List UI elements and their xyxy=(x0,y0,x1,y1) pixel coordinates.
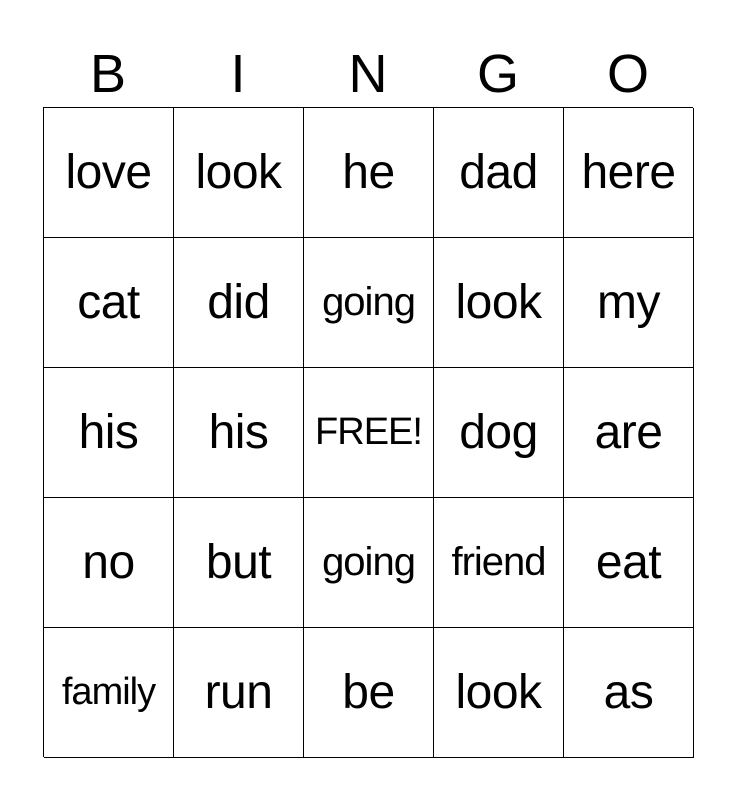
free-space-cell[interactable]: FREE! xyxy=(304,368,434,498)
bingo-cell[interactable]: run xyxy=(174,628,304,758)
header-letter-g: G xyxy=(476,44,519,104)
bingo-cell[interactable]: dad xyxy=(434,108,564,238)
bingo-cell[interactable]: love xyxy=(44,108,174,238)
bingo-cell[interactable]: he xyxy=(304,108,434,238)
bingo-cell[interactable]: his xyxy=(44,368,174,498)
bingo-cell[interactable]: look xyxy=(434,238,564,368)
bingo-cell[interactable]: cat xyxy=(44,238,174,368)
bingo-cell[interactable]: be xyxy=(304,628,434,758)
bingo-cell[interactable]: friend xyxy=(434,498,564,628)
header-letter-b: B xyxy=(89,44,127,104)
bingo-cell[interactable]: going xyxy=(304,498,434,628)
bingo-cell[interactable]: here xyxy=(564,108,694,238)
bingo-cell[interactable]: my xyxy=(564,238,694,368)
bingo-cell[interactable]: dog xyxy=(434,368,564,498)
bingo-cell[interactable]: are xyxy=(564,368,694,498)
header-letter-i: I xyxy=(230,44,246,104)
bingo-cell[interactable]: eat xyxy=(564,498,694,628)
bingo-cell[interactable]: but xyxy=(174,498,304,628)
bingo-header xyxy=(43,40,693,108)
header-letter-o: O xyxy=(606,44,649,104)
bingo-cell[interactable]: his xyxy=(174,368,304,498)
bingo-cell[interactable]: family xyxy=(44,628,174,758)
bingo-cell[interactable]: look xyxy=(434,628,564,758)
bingo-cell[interactable]: no xyxy=(44,498,174,628)
bingo-cell[interactable]: did xyxy=(174,238,304,368)
bingo-cell[interactable]: as xyxy=(564,628,694,758)
bingo-board xyxy=(43,107,693,757)
header-letter-n: N xyxy=(348,44,388,104)
bingo-cell[interactable]: look xyxy=(174,108,304,238)
bingo-cell[interactable]: going xyxy=(304,238,434,368)
